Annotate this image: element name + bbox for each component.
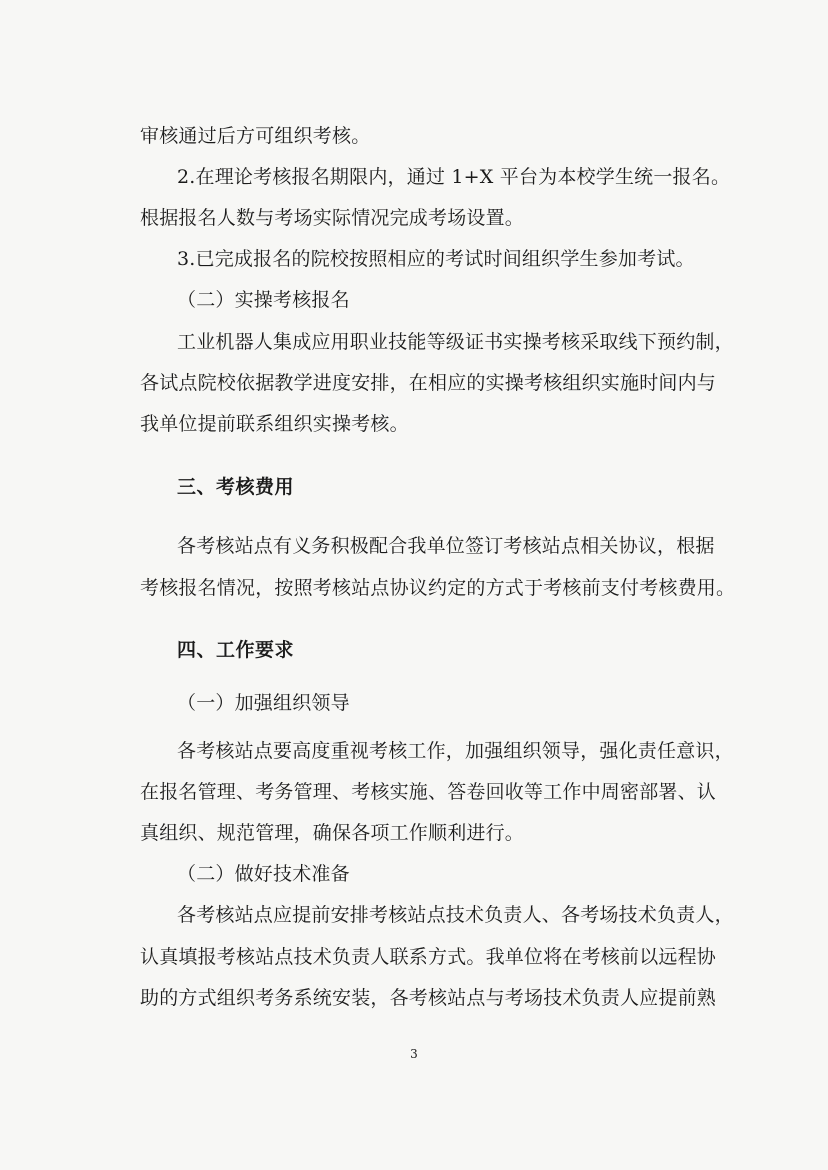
paragraph-line: 审核通过后方可组织考核。	[140, 125, 371, 147]
paragraph-line: 各考核站点要高度重视考核工作，加强组织领导，强化责任意识，	[177, 740, 734, 762]
subheading-technical-preparation: （二）做好技术准备	[177, 863, 350, 885]
section-heading-fees: 三、考核费用	[177, 476, 295, 498]
paragraph-line: 工业机器人集成应用职业技能等级证书实操考核采取线下预约制，	[177, 331, 734, 353]
list-item-3: 3.已完成报名的院校按照相应的考试时间组织学生参加考试。	[177, 248, 695, 270]
paragraph-line: 真组织、规范管理，确保各项工作顺利进行。	[140, 822, 525, 844]
paragraph-line: 我单位提前联系组织实操考核。	[140, 413, 409, 435]
paragraph-line: 根据报名人数与考场实际情况完成考场设置。	[140, 207, 525, 229]
paragraph-line: 认真填报考核站点技术负责人联系方式。我单位将在考核前以远程协	[140, 946, 717, 968]
paragraph-line: 在报名管理、考务管理、考核实施、答卷回收等工作中周密部署、认	[140, 781, 717, 803]
paragraph-line: 助的方式组织考务系统安装，各考核站点与考场技术负责人应提前熟	[140, 987, 717, 1009]
subheading-leadership: （一）加强组织领导	[177, 692, 350, 714]
paragraph-line: 各考核站点有义务积极配合我单位签订考核站点相关协议，根据	[177, 535, 715, 557]
subheading-practical-registration: （二）实操考核报名	[177, 289, 350, 311]
paragraph-line: 各考核站点应提前安排考核站点技术负责人、各考场技术负责人，	[177, 904, 734, 926]
paragraph-line: 考核报名情况，按照考核站点协议约定的方式于考核前支付考核费用。	[140, 577, 736, 599]
page-number: 3	[410, 1047, 418, 1061]
section-heading-requirements: 四、工作要求	[177, 639, 295, 661]
list-item-2: 2.在理论考核报名期限内，通过 1+X 平台为本校学生统一报名。	[177, 166, 731, 188]
paragraph-line: 各试点院校依据教学进度安排，在相应的实操考核组织实施时间内与	[140, 372, 717, 394]
